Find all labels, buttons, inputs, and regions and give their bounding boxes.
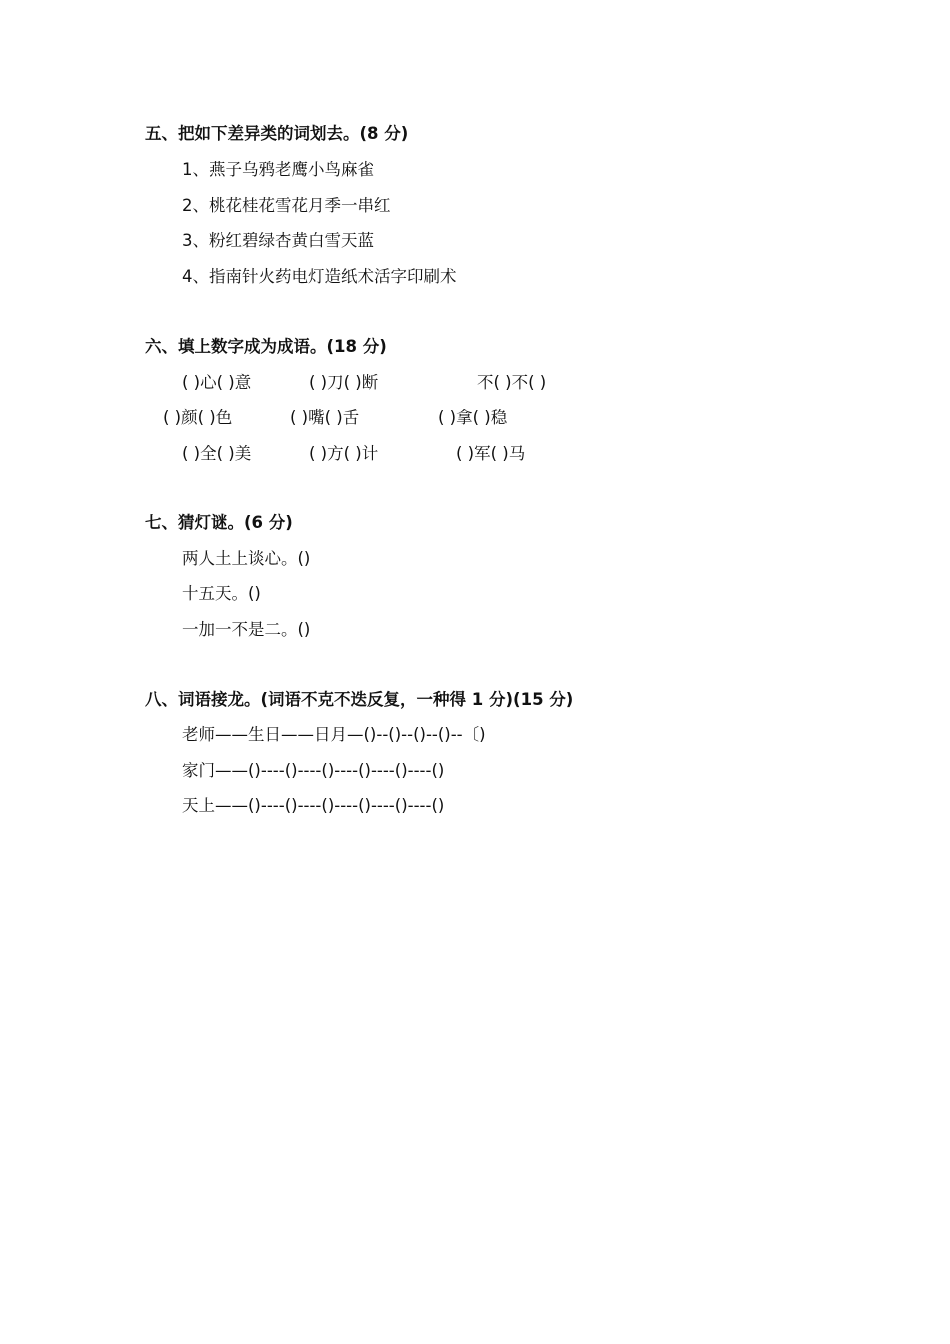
section-5-heading: 五、把如下差异类的词划去。(8 分) xyxy=(145,124,409,143)
idiom-blank: ( )心( )意 xyxy=(182,373,252,392)
idiom-blank: ( )颜( )色 xyxy=(163,408,233,427)
idiom-blank: ( )军( )马 xyxy=(456,444,526,463)
riddle-item: 一加一不是二。() xyxy=(182,620,311,639)
idiom-blank: ( )嘴( )舌 xyxy=(290,408,360,427)
riddle-item: 十五天。() xyxy=(182,584,261,603)
section-5-item-4: 4、指南针火药电灯造纸术活字印刷术 xyxy=(182,267,457,286)
section-8-heading: 八、词语接龙。(词语不克不迭反复，一种得 1 分)(15 分) xyxy=(145,690,574,709)
section-5-item-1: 1、燕子乌鸦老鹰小鸟麻雀 xyxy=(182,160,374,179)
word-chain-item: 天上——()----()----()----()----()----() xyxy=(182,796,445,815)
word-chain-item: 老师——生日——日月—()--()--()--()--〔) xyxy=(182,725,486,744)
section-5-item-3: 3、粉红碧绿杏黄白雪天蓝 xyxy=(182,231,374,250)
section-6-heading: 六、填上数字成为成语。(18 分) xyxy=(145,337,387,356)
idiom-blank: ( )全( )美 xyxy=(182,444,252,463)
word-chain-item: 家门——()----()----()----()----()----() xyxy=(182,761,445,780)
riddle-item: 两人土上谈心。() xyxy=(182,549,311,568)
idiom-blank: 不( )不( ) xyxy=(477,373,547,392)
section-7-heading: 七、猜灯谜。(6 分) xyxy=(145,513,293,532)
idiom-blank: ( )拿( )稳 xyxy=(438,408,508,427)
section-5-item-2: 2、桃花桂花雪花月季一串红 xyxy=(182,196,391,215)
idiom-blank: ( )刀( )断 xyxy=(309,373,379,392)
idiom-blank: ( )方( )计 xyxy=(309,444,379,463)
